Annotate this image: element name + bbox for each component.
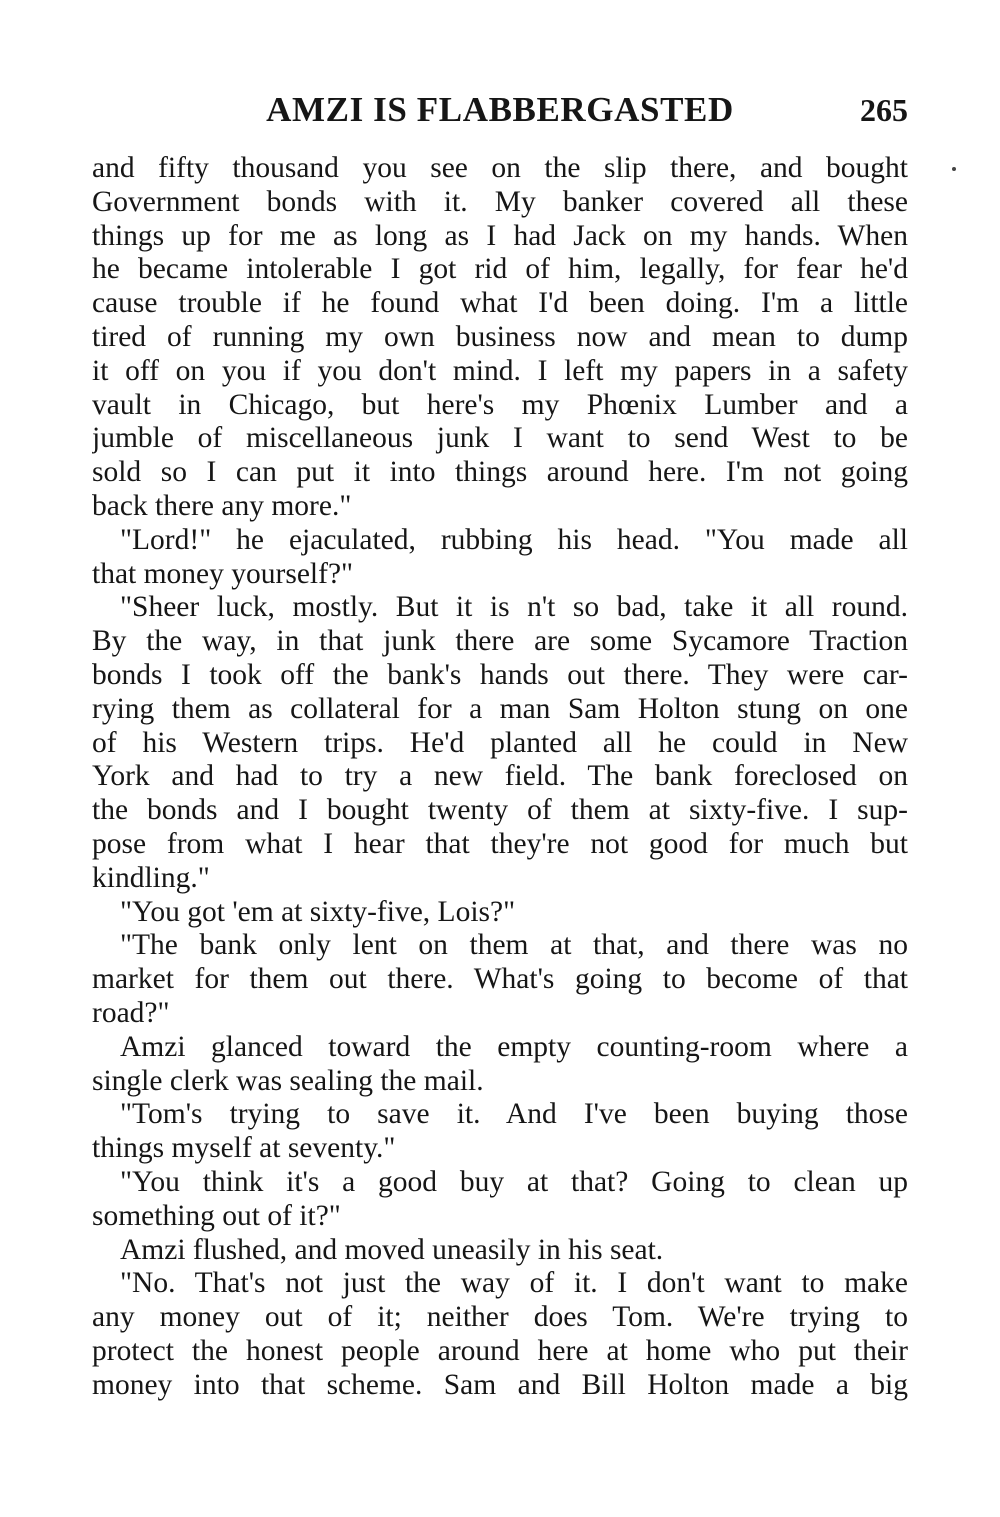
text-line: of his Western trips. He'd planted all he could in New: [92, 726, 908, 759]
text-line: "You think it's a good buy at that? Going to clean up: [120, 1165, 908, 1198]
text-line: and fifty thousand you see on the slip there, and bought: [92, 152, 908, 184]
text-line: vault in Chicago, but here's my Phœnix Lumber and a: [92, 388, 908, 421]
text-line: road?": [92, 996, 170, 1029]
text-line: back there any more.": [92, 489, 352, 522]
running-header: [92, 88, 908, 132]
page-number: 265: [860, 92, 908, 128]
body-text: [92, 152, 908, 1402]
text-line: Amzi flushed, and moved uneasily in his seat.: [120, 1233, 664, 1266]
text-line: protect the honest people around here at home who put their: [92, 1334, 908, 1367]
text-line: "No. That's not just the way of it. I don't want to make: [120, 1267, 908, 1300]
text-line: things myself at seventy.": [92, 1132, 396, 1165]
text-line: sold so I can put it into things around here. I'm not going: [92, 456, 908, 489]
text-line: cause trouble if he found what I'd been doing. I'm a little: [92, 287, 908, 320]
text-line: the bonds and I bought twenty of them at sixty-five. I sup-: [92, 794, 908, 827]
text-line: that money yourself?": [92, 557, 354, 590]
ink-speck: [952, 167, 956, 171]
text-line: pose from what I hear that they're not good for much but: [92, 827, 908, 860]
text-line: "The bank only lent on them at that, and there was no: [120, 929, 908, 962]
text-line: tired of running my own business now and mean to dump: [92, 320, 908, 353]
text-line: kindling.": [92, 861, 210, 894]
text-line: Government bonds with it. My banker covered all these: [92, 185, 908, 218]
text-line: something out of it?": [92, 1199, 341, 1232]
text-line: it off on you if you don't mind. I left my papers in a safety: [92, 354, 908, 387]
text-line: Amzi glanced toward the empty counting-room where a: [120, 1030, 908, 1063]
chapter-title: AMZI IS FLABBERGASTED: [266, 90, 734, 129]
text-line: By the way, in that junk there are some Sycamore Traction: [92, 625, 908, 658]
text-line: "You got 'em at sixty-five, Lois?": [120, 895, 516, 928]
text-line: jumble of miscellaneous junk I want to send West to be: [92, 422, 908, 455]
text-line: York and had to try a new field. The bank foreclosed on: [92, 760, 908, 793]
text-line: things up for me as long as I had Jack on my hands. When: [92, 219, 908, 252]
text-line: market for them out there. What's going to become of that: [92, 963, 908, 996]
text-line: any money out of it; neither does Tom. We're trying to: [92, 1301, 908, 1334]
text-line: rying them as collateral for a man Sam Holton stung on one: [92, 692, 908, 725]
text-line: bonds I took off the bank's hands out there. They were car-: [92, 658, 908, 691]
text-line: money into that scheme. Sam and Bill Holton made a big: [92, 1368, 908, 1401]
text-line: he became intolerable I got rid of him, legally, for fear he'd: [92, 253, 908, 286]
text-line: "Sheer luck, mostly. But it is n't so bad, take it all round.: [120, 591, 908, 624]
text-line: "Tom's trying to save it. And I've been buying those: [120, 1098, 908, 1131]
text-line: "Lord!" he ejaculated, rubbing his head. "You made all: [120, 523, 908, 556]
text-line: single clerk was sealing the mail.: [92, 1064, 484, 1097]
